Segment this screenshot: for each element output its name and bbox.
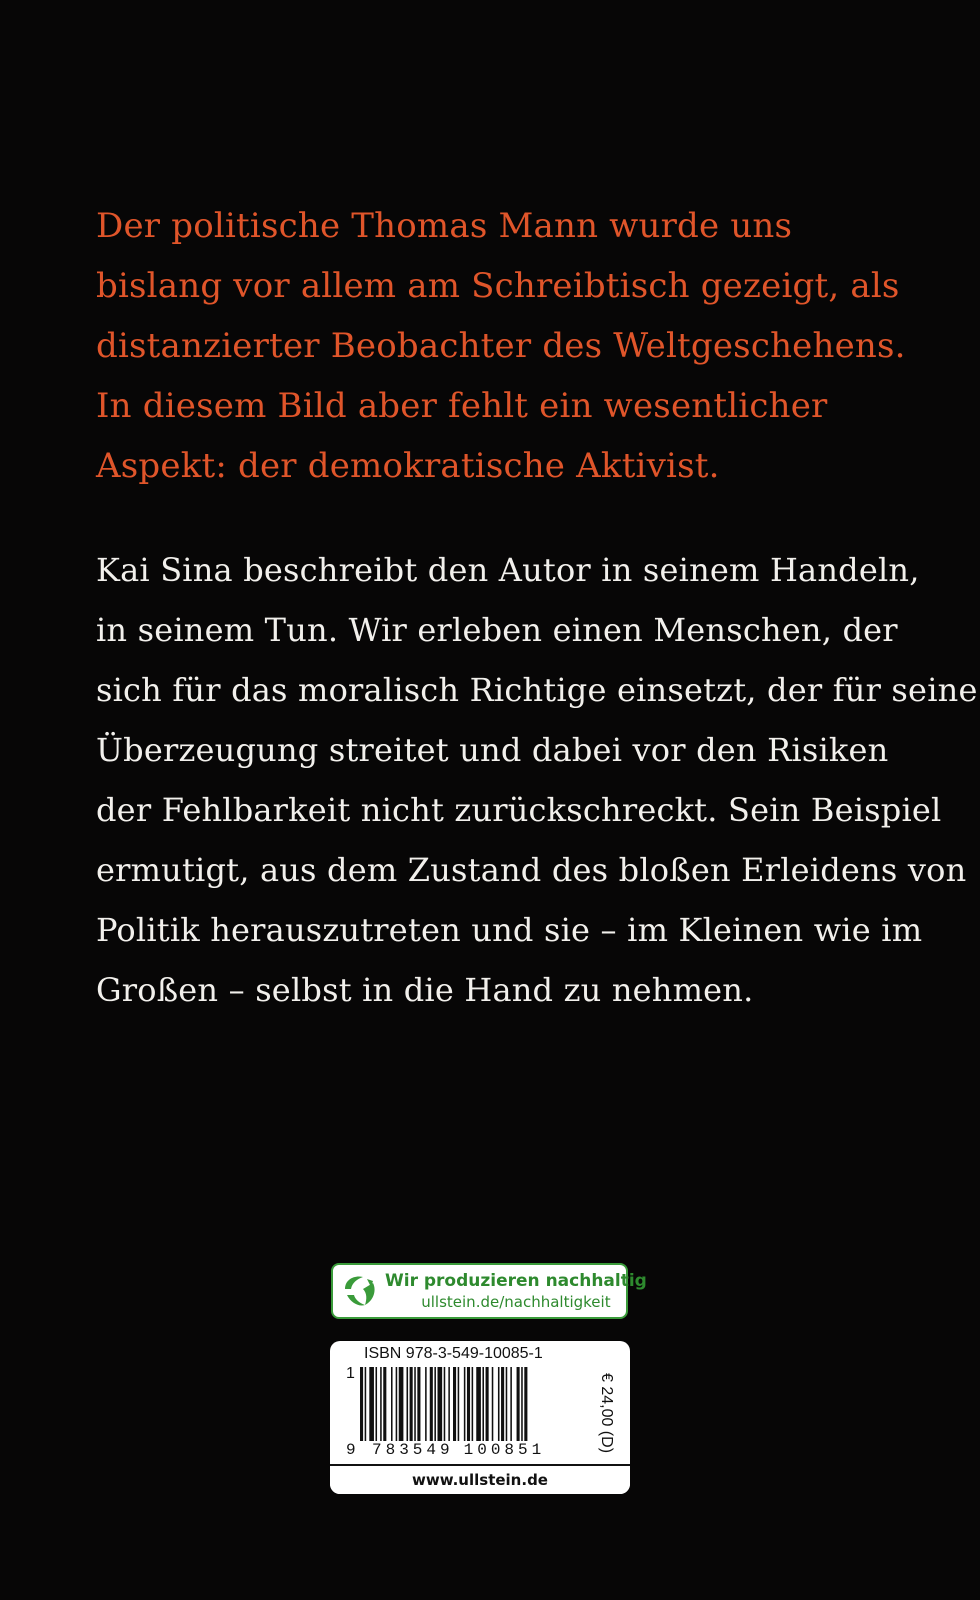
price-code-digit: 1 bbox=[346, 1365, 355, 1382]
barcode-bar bbox=[417, 1367, 420, 1451]
sustainability-badge bbox=[331, 1263, 647, 1319]
barcode-bar bbox=[407, 1367, 409, 1451]
barcode-bar bbox=[360, 1367, 363, 1451]
barcode-bar bbox=[376, 1367, 378, 1451]
barcode-bar bbox=[438, 1367, 443, 1451]
publisher-url: www.ullstein.de bbox=[330, 1464, 630, 1494]
description-line: ermutigt, aus dem Zustand des bloßen Erleidens von bbox=[96, 851, 967, 889]
description-line: Politik herauszutreten und sie – im Kleinen wie im bbox=[96, 911, 923, 949]
blurb-line: distanzierter Beobachter des Weltgeschehens. bbox=[96, 326, 906, 366]
barcode-bar bbox=[521, 1367, 523, 1451]
ean-first-digit: 9 bbox=[346, 1441, 356, 1459]
barcode-bar bbox=[448, 1367, 450, 1451]
blurb-line: bislang vor allem am Schreibtisch gezeigt, als bbox=[96, 266, 900, 306]
barcode-bar bbox=[434, 1367, 436, 1451]
barcode-bar bbox=[414, 1367, 416, 1451]
barcode-bar bbox=[482, 1367, 484, 1451]
barcode-bar bbox=[391, 1367, 393, 1451]
ean-group-2: 100851 bbox=[463, 1441, 546, 1459]
barcode-bar bbox=[524, 1367, 527, 1451]
barcode-bar bbox=[396, 1367, 398, 1451]
sustainability-title: Wir produzieren nachhaltig bbox=[385, 1271, 647, 1291]
barcode-label bbox=[330, 1341, 630, 1494]
barcode-bar bbox=[472, 1367, 474, 1451]
barcode-bar bbox=[506, 1367, 508, 1451]
sustainability-url: ullstein.de/nachhaltigkeit bbox=[421, 1293, 611, 1311]
blurb-text bbox=[96, 196, 906, 496]
barcode-bar bbox=[453, 1367, 456, 1451]
description-line: Überzeugung streitet und dabei vor den Risiken bbox=[96, 731, 889, 769]
barcode-bar bbox=[458, 1367, 460, 1451]
blurb-line: Aspekt: der demokratische Aktivist. bbox=[96, 446, 720, 486]
blurb-line: In diesem Bild aber fehlt ein wesentlicher bbox=[96, 386, 828, 426]
isbn-text: ISBN 978-3-549-10085-1 bbox=[364, 1345, 543, 1362]
description-line: in seinem Tun. Wir erleben einen Menschen, der bbox=[96, 611, 898, 649]
ean-group-1: 783549 bbox=[372, 1441, 454, 1459]
description-line: Großen – selbst in die Hand zu nehmen. bbox=[96, 971, 754, 1009]
barcode-bar bbox=[369, 1367, 374, 1451]
description-line: sich für das moralisch Richtige einsetzt, der für seine bbox=[96, 671, 978, 709]
barcode-bar bbox=[486, 1367, 489, 1451]
barcode-bar bbox=[380, 1367, 382, 1451]
barcode-bar bbox=[498, 1367, 500, 1451]
barcode-bar bbox=[383, 1367, 386, 1451]
barcode-bar bbox=[430, 1367, 433, 1451]
leaf-recycle-icon bbox=[337, 1269, 381, 1313]
barcode-bar bbox=[444, 1367, 446, 1451]
ean-digits bbox=[346, 1441, 545, 1459]
barcode bbox=[360, 1367, 576, 1451]
barcode-bar bbox=[365, 1367, 367, 1451]
barcode-bar bbox=[467, 1367, 470, 1451]
price-label bbox=[586, 1371, 626, 1455]
barcode-bar bbox=[464, 1367, 466, 1451]
barcode-bar bbox=[425, 1367, 427, 1451]
barcode-bar bbox=[517, 1367, 520, 1451]
barcode-bar bbox=[399, 1367, 404, 1451]
description-text bbox=[96, 540, 978, 1020]
price-text: € 24,00 (D) bbox=[598, 1372, 615, 1454]
description-line: Kai Sina beschreibt den Autor in seinem Handeln, bbox=[96, 551, 920, 589]
barcode-bar bbox=[410, 1367, 413, 1451]
barcode-bar bbox=[510, 1367, 512, 1451]
description-line: der Fehlbarkeit nicht zurückschreckt. Sein Beispiel bbox=[96, 791, 942, 829]
barcode-bar bbox=[492, 1367, 494, 1451]
barcode-bar bbox=[476, 1367, 481, 1451]
blurb-line: Der politische Thomas Mann wurde uns bbox=[96, 206, 793, 246]
barcode-bar bbox=[501, 1367, 504, 1451]
